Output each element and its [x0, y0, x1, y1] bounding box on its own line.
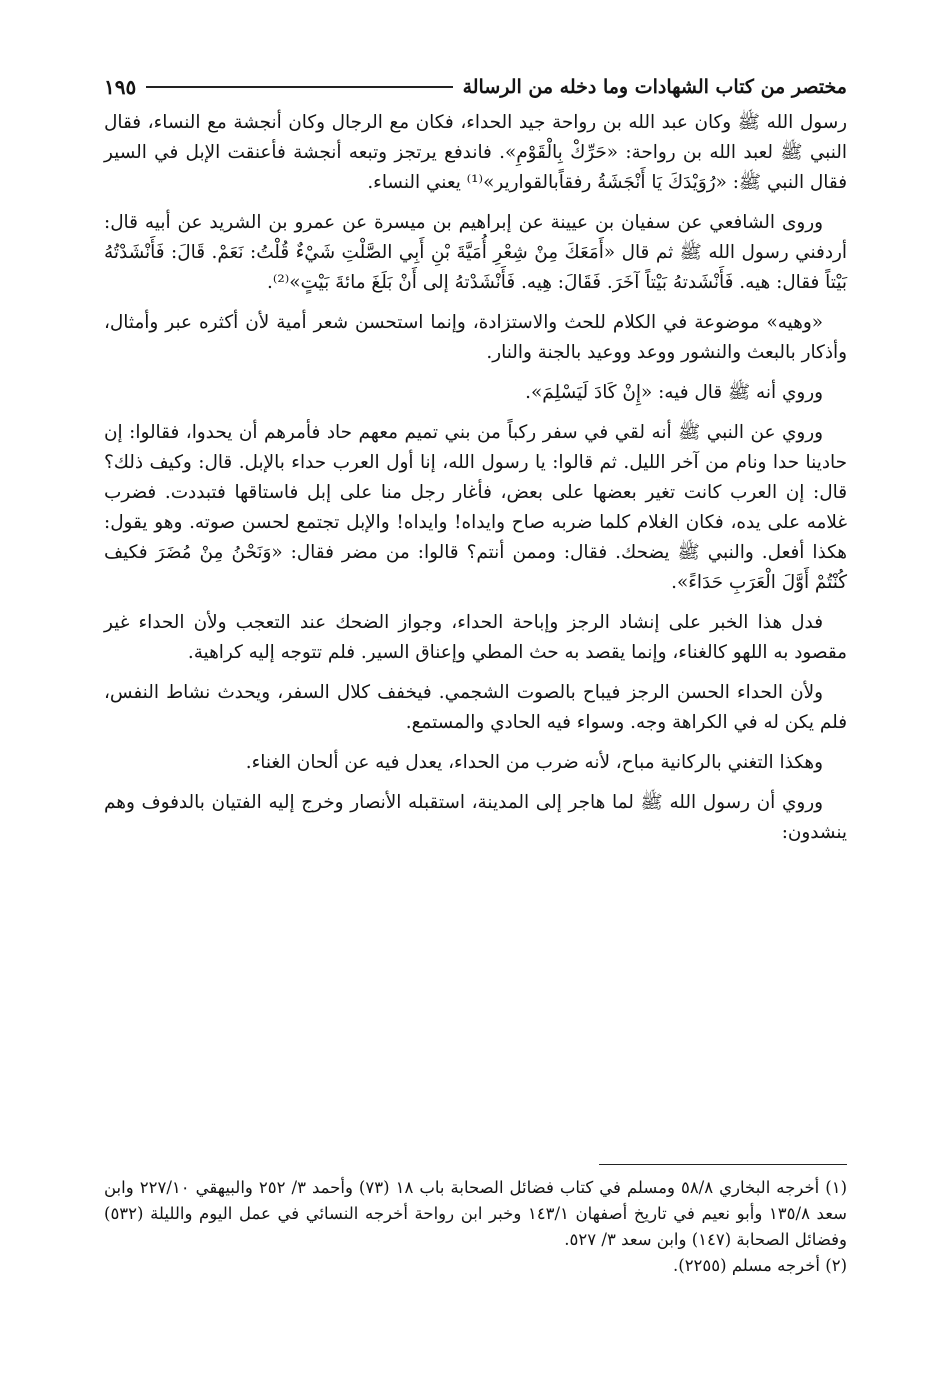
footnote: (٢) أخرجه مسلم (٢٢٥٥).: [673, 1256, 847, 1275]
paragraph: وروي أنه ﷺ قال فيه: «إِنْ كَادَ لَيَسْلِمَ».: [525, 382, 823, 403]
page-number: ١٩٥: [104, 75, 137, 99]
header-rule: [146, 86, 452, 88]
paragraph: وروي أن رسول الله ﷺ لما هاجر إلى المدينة، استقبله الأنصار وخرج إليه الفتيان بالدفوف وهم ينشدون:: [104, 792, 847, 843]
page-header: [104, 70, 847, 104]
footnote-separator: [599, 1164, 847, 1165]
paragraph: «وهيه» موضوعة في الكلام للحث والاستزادة، وإنما استحسن شعر أمية لأن أكثره عبر وأمثال، وأذكار بالبعث والنشور ووعد ووعيد بالجنة والنار.: [104, 312, 847, 363]
main-text: [104, 108, 847, 858]
paragraph: وروى الشافعي عن سفيان بن عيينة عن إبراهيم بن ميسرة عن عمرو بن الشريد عن أبيه قال: أردفني رسول الله ﷺ ثم قال «أَمَعَكَ مِنْ شِعْرِ أُمَيَّةَ بْنِ أَبِي الصَّلْتِ شَيْءٌ قُلْتُ: نَعَمْ. قَالَ: فَأَنْشَدْتُهُ بَيْتاً فقال: هيه. فَأَنْشَدتهُ بَيْتاً آخَرَ. فَقَالَ: هِيه. فَأَنْشَدْتهُ إلى أَنْ بَلَغَ مائةَ بَيْتٍ»⁽²⁾.: [104, 212, 847, 293]
footnote: (١) أخرجه البخاري ٥٨/٨ ومسلم في كتاب فضائل الصحابة باب ١٨ (٧٣) وأحمد ٣/ ٢٥٢ والبيهقي ٢٢٧/١٠ وابن سعد ١٣٥/٨ وأبو نعيم في تاريخ أصفهان ١٤٣/١ وخبر ابن رواحة أخرجه النسائي في عمل اليوم والليلة (٥٣٢) وفضائل الصحابة (١٤٧) وابن سعد ٣/ ٥٢٧.: [104, 1178, 847, 1249]
paragraph: وهكذا التغني بالركانية مباح، لأنه ضرب من الحداء، يعدل فيه عن ألحان الغناء.: [245, 752, 823, 773]
running-title: مختصر من كتاب الشهادات وما دخله من الرسالة: [462, 76, 847, 98]
footnotes: [104, 1175, 847, 1279]
paragraph: ولأن الحداء الحسن الرجز فيباح بالصوت الشجمي. فيخفف كلال السفر، ويحدث نشاط النفس، فلم يكن له في الكراهة وجه. وسواء فيه الحادي والمستمع.: [104, 682, 847, 733]
paragraph: وروي عن النبي ﷺ أنه لقي في سفر ركباً من بني تميم معهم حاد فأمرهم أن يحدوا، فقالوا: إن حادينا حدا ونام من آخر الليل. ثم قالوا: يا رسول الله، إنا أول العرب حداء بالإبل. قال: وكيف ذلك؟ قال: إن العرب كانت تغير بعضها على بعض، فأغار رجل منا على إبل فاستاقها فتبددت. فضرب غلامه على يده، فكان الغلام كلما ضربه صاح وايداه! وايداه! والإبل تجتمع لحسن صوته. وهو يقول: هكذا أفعل. والنبي ﷺ يضحك. فقال: وممن أنتم؟ قالوا: من مضر فقال: «وَنَحْنُ مِنْ مُضَرَ فكيف كُنْتُمْ أَوَّلَ الْعَرَبِ حَدَاءً».: [104, 422, 847, 593]
paragraph: فدل هذا الخبر على إنشاد الرجز وإباحة الحداء، وجواز الضحك عند التعجب ولأن الحداء غير مقصود به اللهو كالغناء، وإنما يقصد به حث المطي وإعناق السير. فلم تتوجه إليه كراهية.: [104, 612, 847, 663]
paragraph: رسول الله ﷺ وكان عبد الله بن رواحة جيد الحداء، فكان مع الرجال وكان أنجشة مع النساء، فقال النبي ﷺ لعبد الله بن رواحة: «حَرِّكْ بِالْقَوْمِ». فاندفع يرتجز وتبعه أنجشة فأعنقت الإبل في السير فقال النبي ﷺ: «رُوَيْدَكَ يَا أَنْجَشَةُ رفقاًبالقوارير»⁽¹⁾ يعني النساء.: [104, 112, 847, 193]
